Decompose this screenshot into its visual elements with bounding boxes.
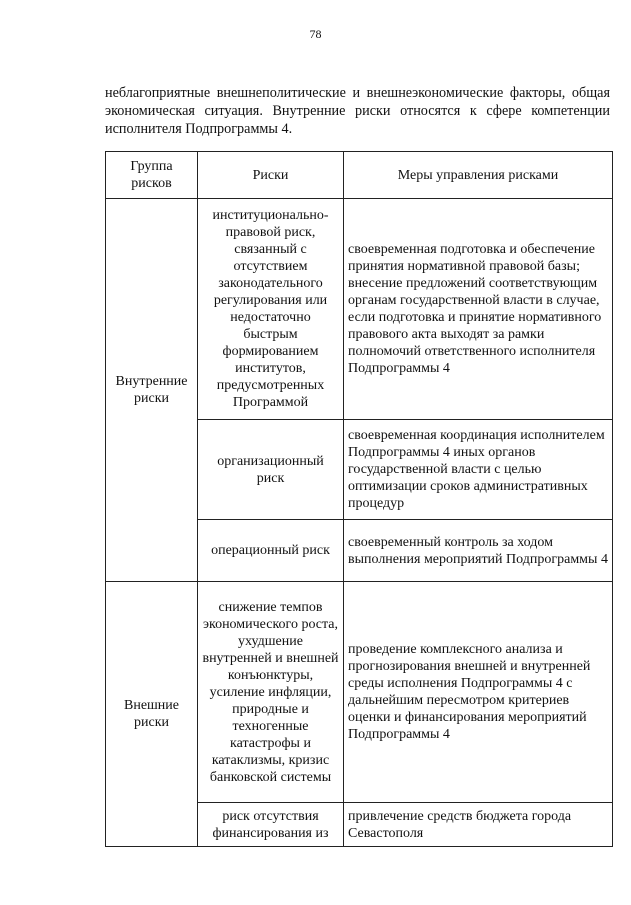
risk-cell: операционный риск	[198, 520, 344, 582]
risk-cell: институционально-правовой риск, связанный с отсутствием законодательного регулирования или недостаточно быстрым формированием институтов, предусмотренных Программой	[198, 199, 344, 420]
group-external-risks: Внешние риски	[106, 582, 198, 847]
measure-cell: своевременная координация исполнителем Подпрограммы 4 иных органов государственной власти с целью оптимизации сроков административных процедур	[344, 420, 613, 520]
page-number: 78	[309, 27, 322, 41]
table-header-row	[106, 152, 613, 199]
intro-paragraph: неблагоприятные внешнеполитические и внешнеэкономические факторы, общая экономическая ситуация. Внутренние риски относятся к сфере компетенции исполнителя Подпрограммы 4.	[105, 85, 610, 137]
measure-cell: своевременная подготовка и обеспечение принятия нормативной правовой базы; внесение предложений соответствующим органам государственной власти в случае, если подготовка и принятие нормативного правового акта выходят за рамки полномочий ответственного исполнителя Подпрограммы 4	[344, 199, 613, 420]
measure-cell: своевременный контроль за ходом выполнения мероприятий Подпрограммы 4	[344, 520, 613, 582]
risk-cell: организационный риск	[198, 420, 344, 520]
header-risk-group: Группа рисков	[106, 152, 198, 199]
header-risks: Риски	[198, 152, 344, 199]
risk-management-table	[105, 151, 613, 847]
header-measures: Меры управления рисками	[344, 152, 613, 199]
measure-cell: проведение комплексного анализа и прогнозирования внешней и внутренней среды исполнения Подпрограммы 4 с дальнейшим пересмотром критериев оценки и финансирования мероприятий Подпрограммы 4	[344, 582, 613, 803]
group-internal-risks: Внутренние риски	[106, 199, 198, 582]
table-row	[106, 582, 613, 803]
table-row	[106, 199, 613, 420]
measure-cell: привлечение средств бюджета города Севастополя	[344, 803, 613, 847]
risk-cell: снижение темпов экономического роста, ухудшение внутренней и внешней конъюнктуры, усиление инфляции, природные и техногенные катастрофы и катаклизмы, кризис банковской системы	[198, 582, 344, 803]
risk-cell: риск отсутствия финансирования из	[198, 803, 344, 847]
